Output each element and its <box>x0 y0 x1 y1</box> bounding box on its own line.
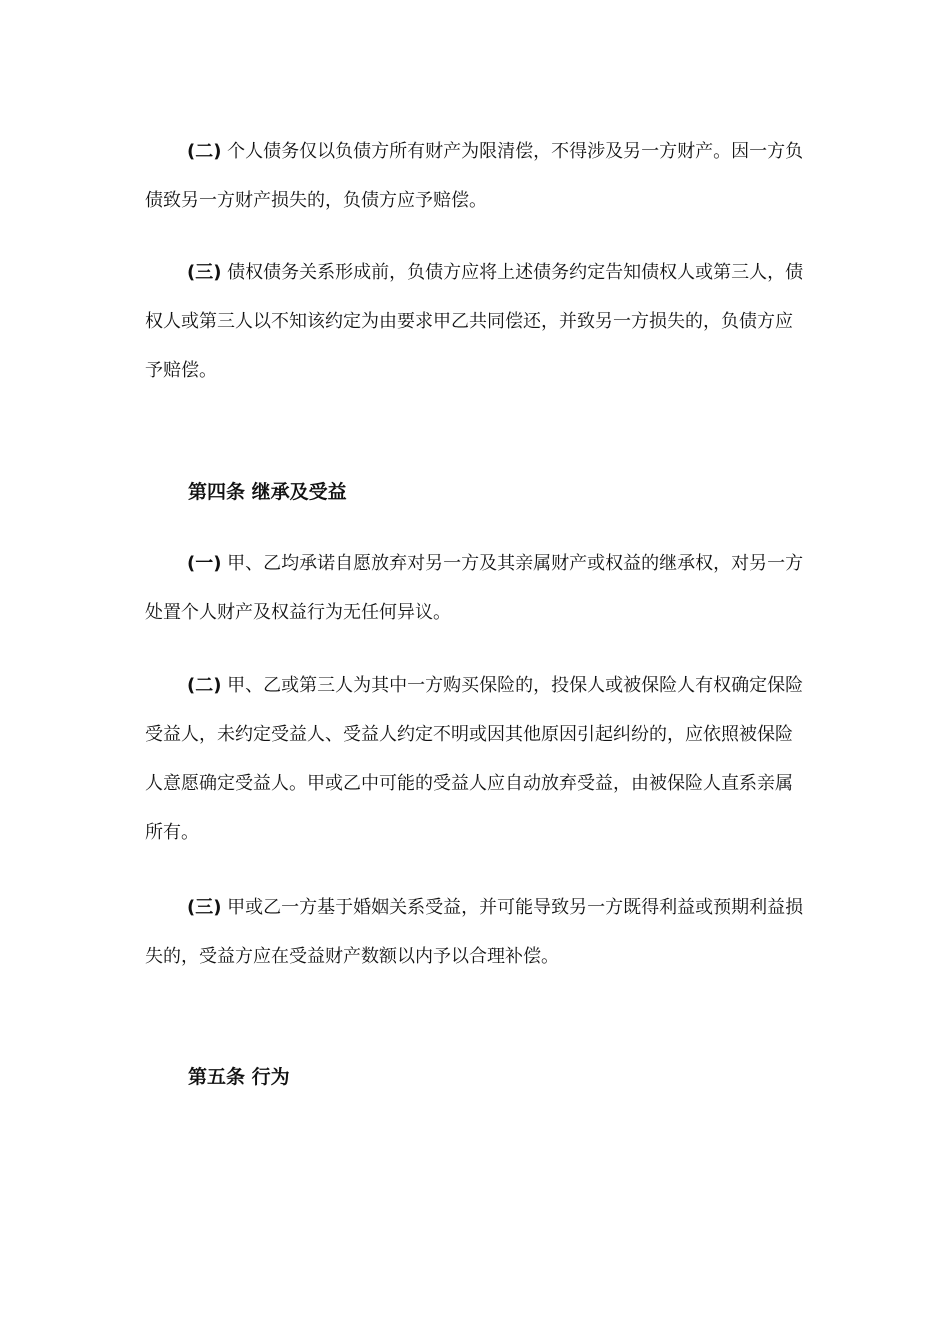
clause-number: (一) <box>187 553 222 574</box>
clause-inherit-2 <box>145 661 810 857</box>
clause-text: 债权债务关系形成前，负债方应将上述债务约定告知债权人或第三人，债权人或第三人以不知该约定为由要求甲乙共同偿还，并致另一方损失的，负债方应予赔偿。 <box>145 262 804 381</box>
clause-text: 甲、乙或第三人为其中一方购买保险的，投保人或被保险人有权确定保险受益人，未约定受益人、受益人约定不明或因其他原因引起纠纷的，应依照被保险人意愿确定受益人。甲或乙中可能的受益人应自动放弃受益，由被保险人直系亲属所有。 <box>145 675 804 843</box>
clause-number: (三) <box>187 262 222 283</box>
clause-inherit-3 <box>145 883 810 981</box>
clause-number: (二) <box>187 675 222 696</box>
article-5-heading: 第五条 行为 <box>188 1066 290 1088</box>
clause-debt-2 <box>145 127 810 225</box>
clause-inherit-1 <box>145 539 810 637</box>
clause-number: (三) <box>187 897 222 918</box>
clause-text: 甲、乙均承诺自愿放弃对另一方及其亲属财产或权益的继承权，对另一方处置个人财产及权益行为无任何异议。 <box>145 553 804 623</box>
article-4-heading: 第四条 继承及受益 <box>188 481 347 503</box>
clause-text: 甲或乙一方基于婚姻关系受益，并可能导致另一方既得利益或预期利益损失的，受益方应在受益财产数额以内予以合理补偿。 <box>145 897 804 967</box>
clause-debt-3 <box>145 248 810 395</box>
clause-text: 个人债务仅以负债方所有财产为限清偿，不得涉及另一方财产。因一方负债致另一方财产损失的，负债方应予赔偿。 <box>145 141 804 211</box>
clause-number: (二) <box>187 141 222 162</box>
